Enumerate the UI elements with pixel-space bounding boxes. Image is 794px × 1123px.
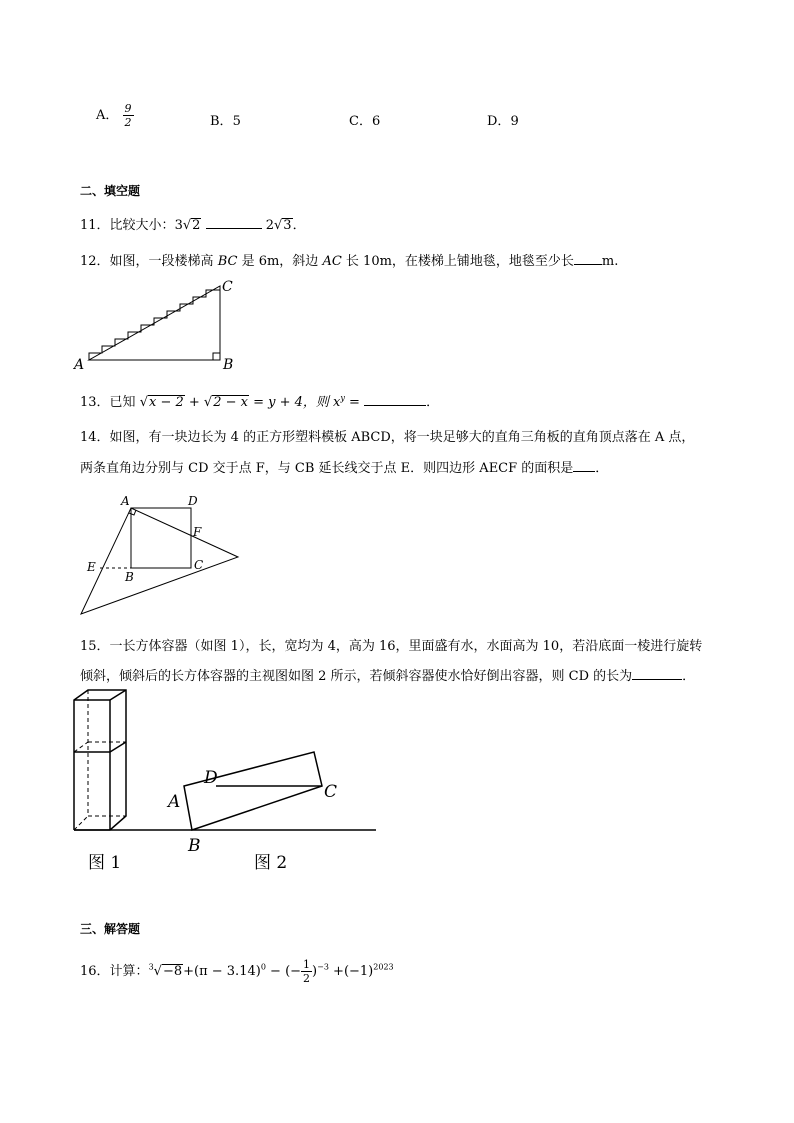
question-13: 13．已知 √x − 2 + √2 − x = y + 4，则 $x^y$ = ． [80, 393, 440, 410]
answer-blank[interactable] [632, 668, 682, 680]
fraction: $\frac{1}{2}$ [303, 958, 311, 985]
label-c: C [324, 782, 338, 802]
label-d: D [204, 768, 218, 788]
label-b: B [125, 570, 134, 584]
question-15-line-1: 15．一长方体容器（如图 1），长，宽均为 4，高为 16，里面盛有水，水面高为 10，若沿底面一棱进行旋转 [80, 639, 703, 654]
q10-option-a: A． $\frac{9}{2}$ [96, 102, 132, 129]
label-b: B [188, 836, 201, 856]
label-a: A [121, 494, 130, 508]
question-14-line-1: 14．如图，有一块边长为 4 的正方形塑料模板 ABCD，将一块足够大的直角三角板的直角顶点落在 A 点， [80, 430, 695, 445]
label-a: A [168, 792, 181, 812]
stairs-figure [72, 276, 242, 372]
label-e: E [87, 560, 96, 574]
answer-blank[interactable] [573, 460, 595, 472]
question-14-line-2: 两条直角边分别与 CD 交于点 F，与 CB 延长线交于点 E．则四边形 AECF 的面积是 ． [80, 461, 609, 476]
figure-1-caption: 图 1 [88, 853, 122, 873]
figure-2-caption: 图 2 [254, 853, 288, 873]
section-title: 二、填空题 [80, 184, 141, 198]
question-11: 11．比较大小：3√2 2√3． [80, 218, 306, 233]
container-figures [66, 688, 382, 878]
label-c: C [194, 558, 204, 572]
fraction: $\frac{9}{2}$ [124, 102, 132, 129]
square-triangle-figure [78, 490, 246, 618]
question-15-line-2: 倾斜，倾斜后的长方体容器的主视图如图 2 所示，若倾斜容器使水恰好倒出容器，则 CD 的长为 ． [80, 669, 696, 684]
q10-option-c: C．6 [349, 114, 381, 129]
q10-option-b: B．5 [210, 114, 241, 129]
label-c: C [222, 279, 233, 295]
q10-option-d: D．9 [487, 114, 519, 129]
question-16: 16．计算：$^3√-8+(\pi - 3.14)^0$ − (− $\frac{1}{2}$ )$^{-3} +(-1)^{2023}$ [80, 958, 394, 985]
label-b: B [223, 357, 234, 372]
answer-blank[interactable] [364, 394, 426, 406]
label-f: F [193, 525, 202, 539]
label-a: A [74, 357, 85, 372]
label-d: D [188, 494, 198, 508]
question-12: 12．如图，一段楼梯高 BC 是 6m，斜边 AC 长 10m，在楼梯上铺地毯，地毯至少长 m. [80, 254, 619, 269]
answer-blank[interactable] [574, 253, 602, 265]
answer-blank[interactable] [206, 217, 262, 229]
section-title: 三、解答题 [80, 922, 141, 936]
